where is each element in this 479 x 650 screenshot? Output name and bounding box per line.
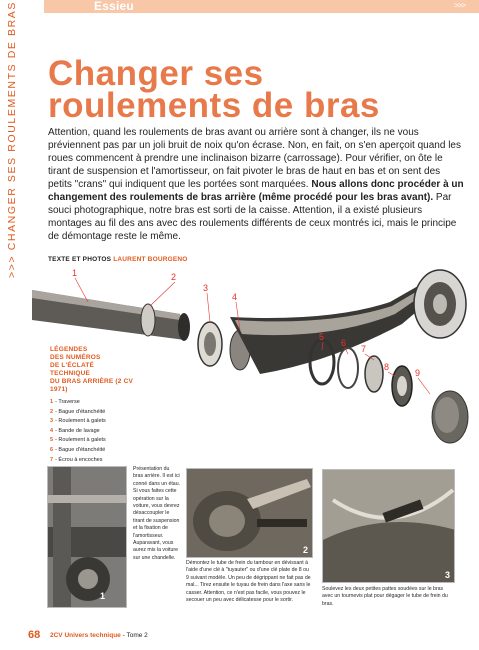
legend-item: 5 - Roulement à galets xyxy=(50,437,106,444)
intro-text-1: Attention, quand les roulements de bras avant ou arrière sont à changer, ils ne vous préviennent pas par un joli bruit de noix qu'on écrase. Non, en fait, on s'en aperçoit quand les roues commencent à prendre une inclinaison bizarre (carrossage). Pour vérifier, on ôte le tirant de suspension et l'amortisseur, on fait pivoter le bras de haut en bas et on sent des petits "crans" qui indiquent que les portées sont marquées. xyxy=(48,127,461,190)
legend-title-line-2: DES NUMÉROS xyxy=(50,354,101,361)
legend-title-line-1: LÉGENDES xyxy=(50,346,88,353)
legend-item: 1 - Traverse xyxy=(50,399,80,405)
callout-2: 2 xyxy=(171,272,177,282)
photo-1-image xyxy=(48,467,127,608)
legend xyxy=(50,346,150,484)
callout-5: 5 xyxy=(319,332,325,342)
magazine-title: 2CV Univers technique xyxy=(50,632,121,639)
callout-1: 1 xyxy=(72,268,78,278)
photo-1-number: 1 xyxy=(100,591,106,601)
header-chevrons: >>> xyxy=(453,1,465,10)
magazine-footer xyxy=(50,632,148,639)
header-bar xyxy=(44,0,479,13)
callout-8: 8 xyxy=(384,362,390,372)
photo-3-number: 3 xyxy=(445,570,451,580)
page-title xyxy=(48,54,448,125)
side-label xyxy=(6,0,18,278)
title-line-2: roulements de bras xyxy=(48,86,380,125)
magazine-tome: - Tome 2 xyxy=(122,632,148,639)
credit-prefix: TEXTE ET PHOTOS xyxy=(48,256,112,263)
legend-item: 2 - Bague d'étanchéité xyxy=(50,408,106,415)
legend-title-line-3: DE L'ÉCLATÉ xyxy=(50,362,95,369)
photo-3-caption: Soulevez les deux petites pattes soudées sur le bras avec un tournevis plat pour dégager le tube de frein du bras. xyxy=(322,586,448,607)
side-label-text: >>> CHANGER SES ROULEMENTS DE BRAS xyxy=(6,0,18,278)
title-line-1: Changer ses xyxy=(48,54,264,93)
callout-3: 3 xyxy=(203,283,209,293)
intro-paragraph xyxy=(48,126,466,243)
photo-2-image xyxy=(187,469,313,558)
legend-title-line-4: TECHNIQUE xyxy=(50,370,91,377)
legend-title-line-5: DU BRAS ARRIÈRE (2 CV 1971) xyxy=(50,378,134,393)
photo-2 xyxy=(186,468,313,558)
callout-7: 7 xyxy=(361,344,367,354)
photo-3-image xyxy=(323,470,455,583)
intro-bold: Nous allons donc procéder à un changement des roulements de bras arrière (même procédé pour les bras avant). xyxy=(48,179,464,203)
page-number: 68 xyxy=(28,629,41,641)
legend-item: 3 - Roulement à galets xyxy=(50,418,106,425)
photo-2-number: 2 xyxy=(303,545,309,555)
photo-2-caption: Démontez le tube de frein du tambour en dévissant à l'aide d'une clé à "tuyauter" ou d'une clé plate de 8 ou 9 suivant modèle. Un peu de dégrippant ne fait pas de mal... Tirez ensuite le tuyau de frein dans l'axe sans le casser. Attention, ce n'est pas facile, vous pouvez le secouer un peu avec délicatesse pour le sortir. xyxy=(186,560,311,604)
callout-4: 4 xyxy=(232,292,238,302)
legend-title xyxy=(50,346,150,394)
photo-1 xyxy=(47,466,127,608)
legend-item: 6 - Bague d'étanchéité xyxy=(50,446,106,453)
legend-item: 4 - Bande de lavage xyxy=(50,427,100,434)
photo-3 xyxy=(322,469,455,583)
callout-9: 9 xyxy=(415,368,421,378)
legend-item: 7 - Écrou à encoches xyxy=(50,456,103,463)
credit-author: LAURENT BOURGENO xyxy=(113,256,188,263)
callout-6: 6 xyxy=(341,338,347,348)
intro-text-2: Par souci photographique, notre bras est sorti de la caisse. Attention, il a existé plusieurs montages au fil des ans avec des roulements différents de ceux montrés ici, mais le principe de démontage reste le même. xyxy=(48,192,457,242)
section-title: Essieu xyxy=(94,0,134,13)
photo-1-caption: Présentation du bras arrière. Il est ici conné dans un étau. Si vous faites cette opération sur la voiture, vous devrez désaccoupler le tirant de suspension et la fixation de l'amortisseur. Auparavant, vous aurez mis la voiture sur une chandelle. xyxy=(133,466,181,561)
